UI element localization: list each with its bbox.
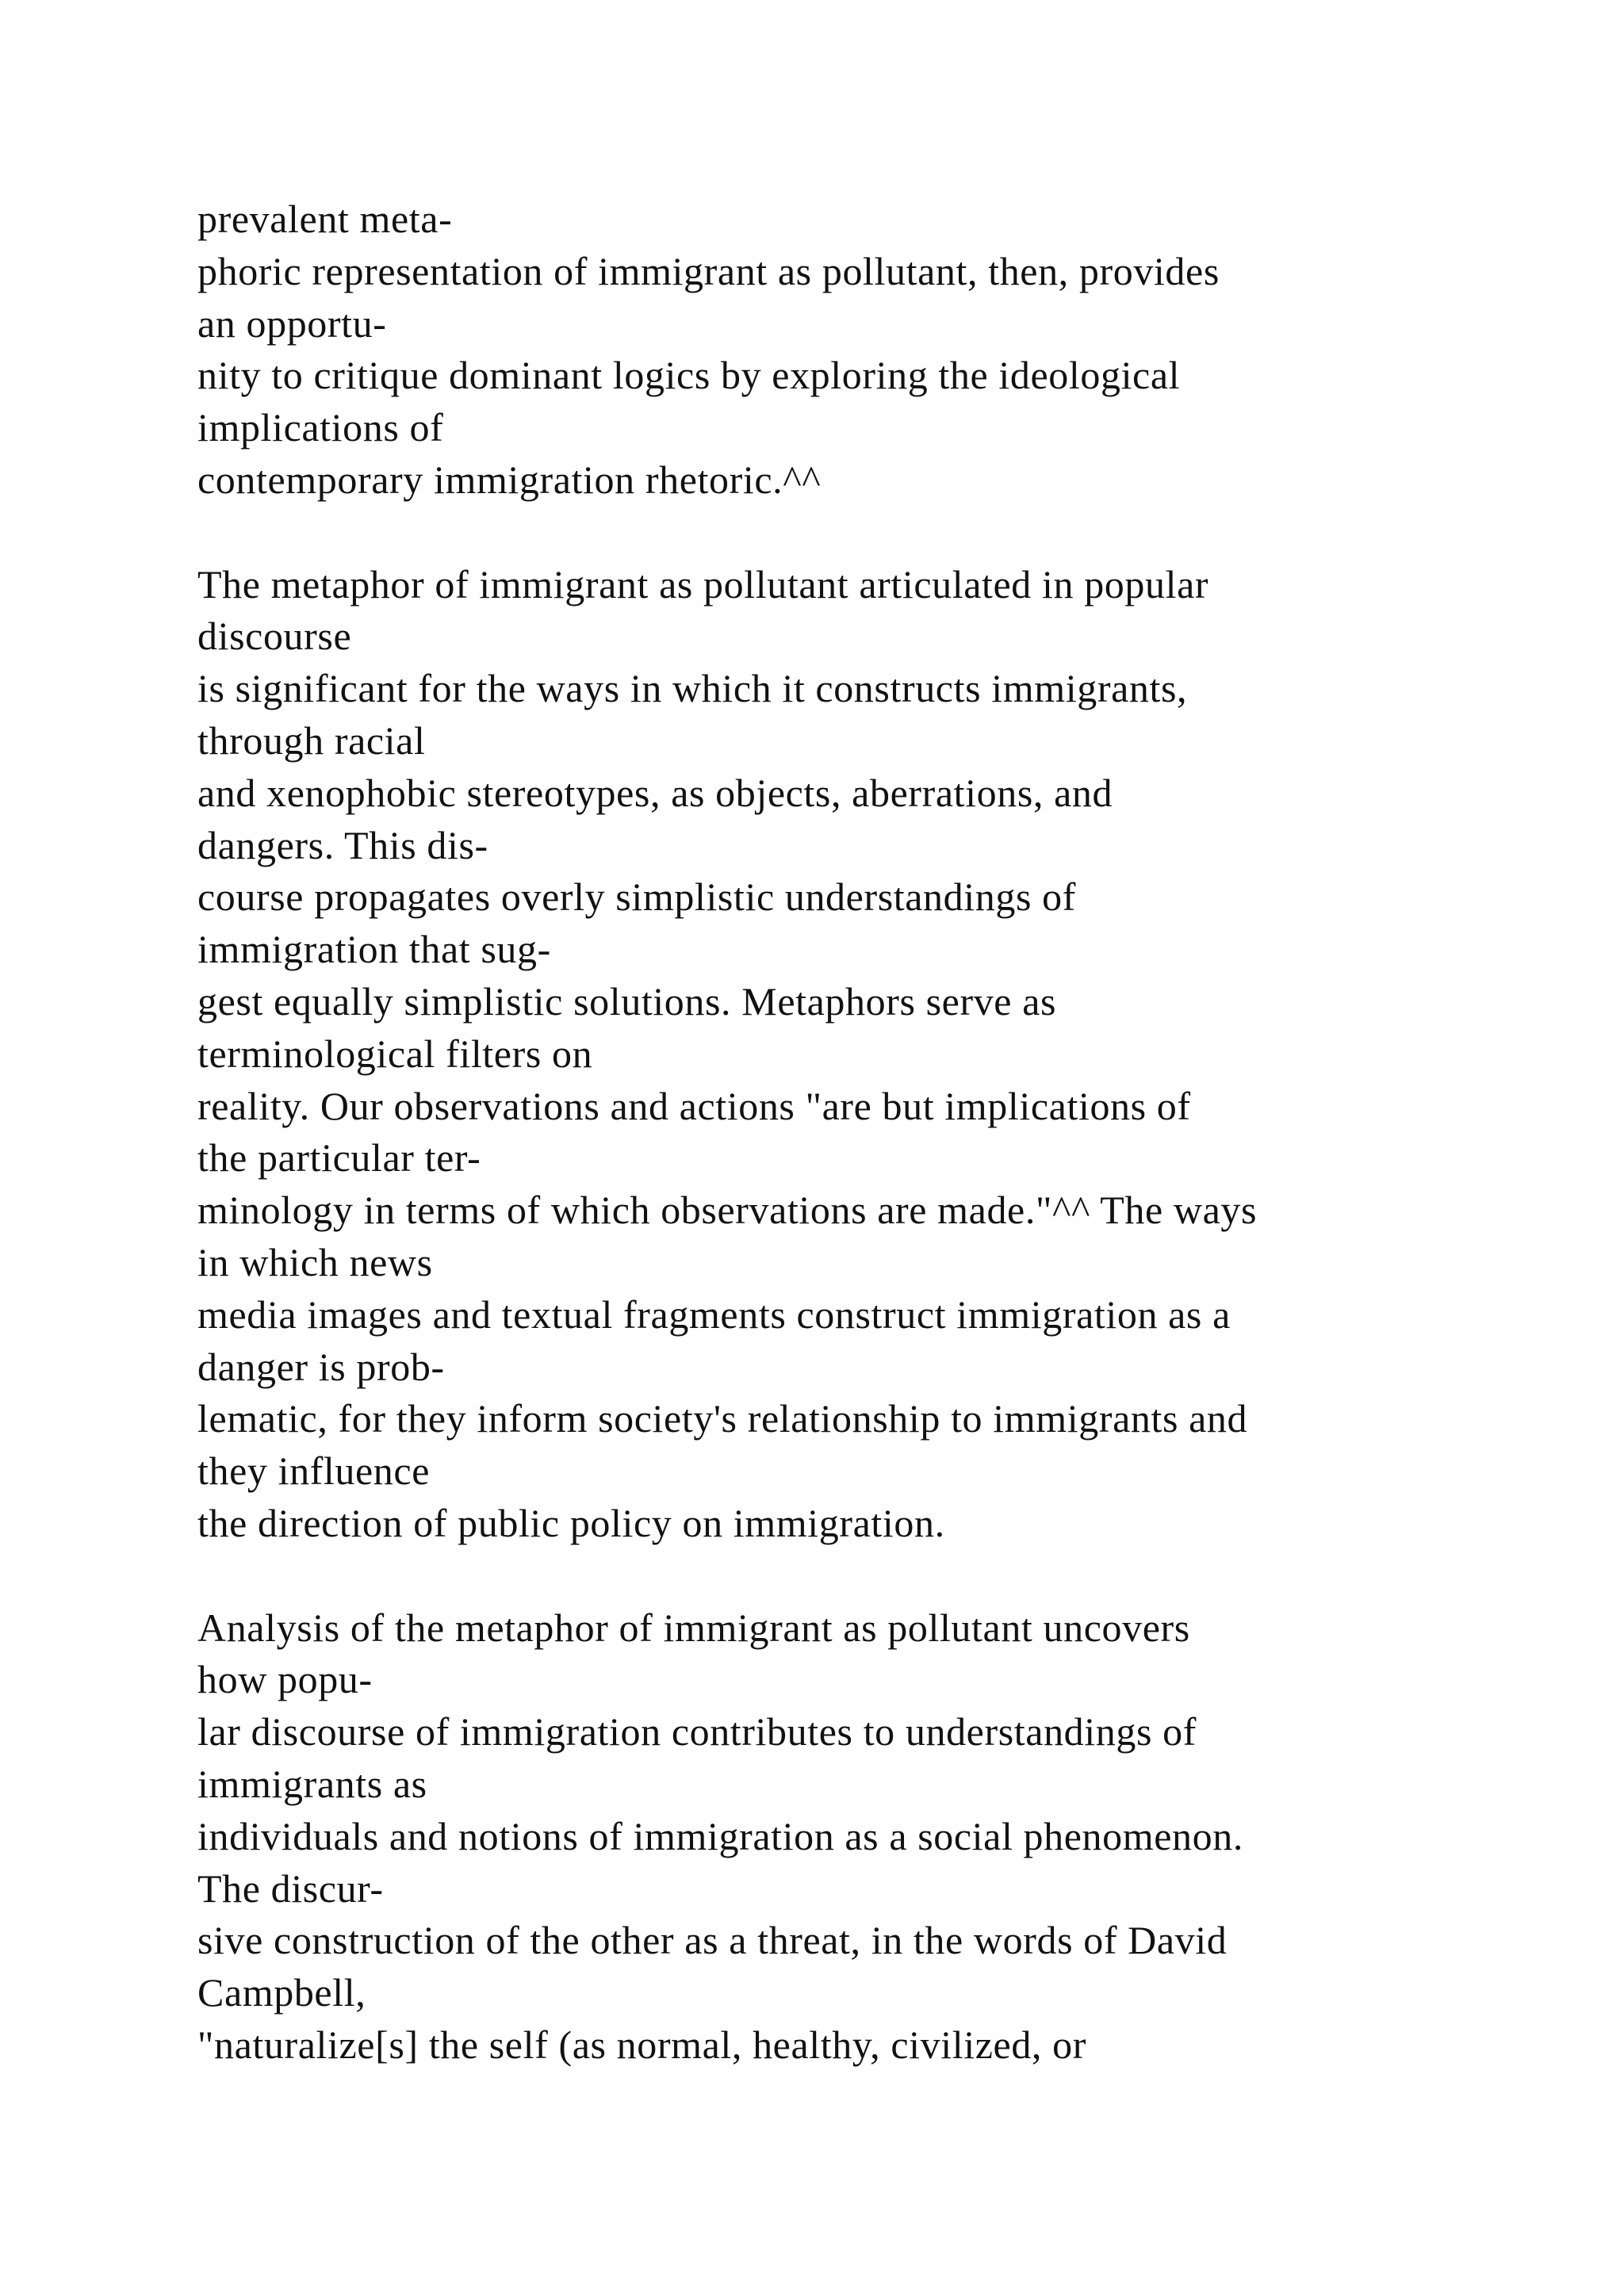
text-line: terminological filters on — [197, 1031, 593, 1076]
text-line: contemporary immigration rhetoric.^^ — [197, 457, 822, 502]
text-line: sive construction of the other as a threat, in the words of David — [197, 1918, 1228, 1963]
text-line: an opportu- — [197, 300, 387, 346]
text-line: the particular ter- — [197, 1135, 481, 1181]
text-line: in which news — [197, 1239, 433, 1284]
text-line: prevalent meta- — [197, 197, 453, 241]
text-line: they influence — [197, 1448, 430, 1494]
paragraph-1 — [197, 193, 1561, 507]
text-line: how popu- — [197, 1657, 373, 1702]
text-line: individuals and notions of immigration as a social phenomenon. — [197, 1813, 1243, 1858]
paragraph-2 — [197, 559, 1561, 1550]
text-line: phoric representation of immigrant as pollutant, then, provides — [197, 248, 1220, 293]
text-line: lematic, for they inform society's relationship to immigrants and — [197, 1396, 1248, 1441]
text-line: nity to critique dominant logics by exploring the ideological — [197, 353, 1181, 398]
text-line: dangers. This dis- — [197, 822, 488, 867]
text-line: the direction of public policy on immigration. — [197, 1500, 945, 1545]
paragraph-spacer — [197, 1550, 1561, 1602]
text-line: gest equally simplistic solutions. Metaphors serve as — [197, 978, 1057, 1024]
body-text — [197, 193, 1561, 2072]
text-line: course propagates overly simplistic understandings of — [197, 874, 1076, 920]
text-line: and xenophobic stereotypes, as objects, aberrations, and — [197, 770, 1113, 815]
text-line: implications of — [197, 405, 444, 450]
text-line: lar discourse of immigration contributes to understandings of — [197, 1709, 1197, 1755]
text-line: minology in terms of which observations are made."^^ The ways — [197, 1188, 1258, 1233]
text-line: discourse — [197, 614, 352, 659]
text-line: danger is prob- — [197, 1344, 445, 1389]
text-line: The metaphor of immigrant as pollutant articulated in popular — [197, 561, 1209, 607]
paragraph-3 — [197, 1602, 1561, 2072]
text-line: "naturalize[s] the self (as normal, healthy, civilized, or — [197, 2022, 1086, 2067]
text-line: The discur- — [197, 1866, 384, 1911]
text-line: reality. Our observations and actions "are but implications of — [197, 1083, 1191, 1128]
text-line: media images and textual fragments construct immigration as a — [197, 1292, 1231, 1337]
text-line: Campbell, — [197, 1970, 366, 2015]
text-line: immigrants as — [197, 1761, 427, 1806]
paragraph-spacer — [197, 507, 1561, 559]
text-line: is significant for the ways in which it constructs immigrants, — [197, 666, 1188, 711]
text-line: Analysis of the metaphor of immigrant as pollutant uncovers — [197, 1605, 1190, 1650]
text-line: through racial — [197, 718, 426, 763]
text-line: immigration that sug- — [197, 927, 551, 972]
